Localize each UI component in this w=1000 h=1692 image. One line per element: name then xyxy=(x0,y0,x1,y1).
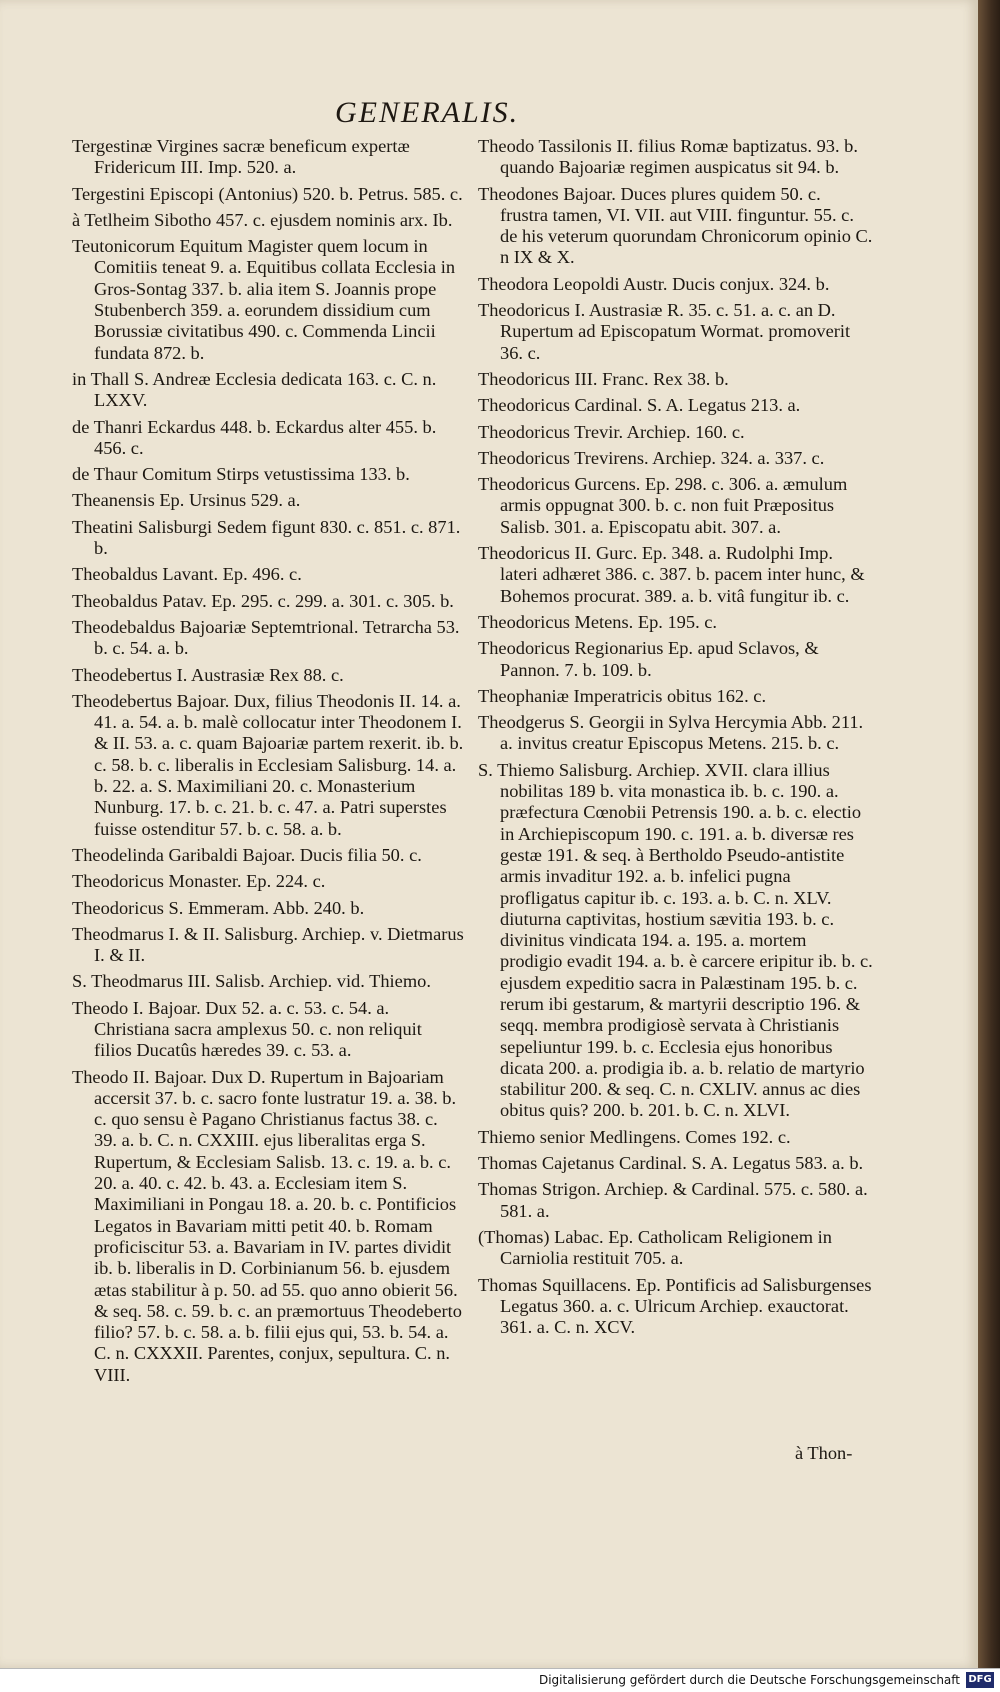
index-entry: S. Thiemo Salisburg. Archiep. XVII. clara illius nobilitas 189 b. vita monastica ib. b. c. 190. a. præfectura Cœnobii Petrensis 190. a. b. c. electio in Archiepiscopum 190. c. 191. a. b. diversæ res gestæ 191. & seq. à Bertholdo Pseudo-antistite armis invaditur 192. a. b. infelici pugna profligatus capitur ib. c. 193. a. b. C. n. XLV. diuturna captivitas, hostium sævitia 193. b. c. divinitus vindicata 194. a. 195. a. mortem prodigio evadit 194. a. b. è carcere eripitur ib. b. c. ejusdem expeditio sacra in Palæstinam 195. b. c. rerum ibi gestarum, & martyrii descriptio 196. & seqq. membra prodigiosè servata à Christianis sepeliuntur 199. b. c. Ecclesia ejus honoribus dicata 200. a. prodigia ib. a. b. relatio de martyrio stabilitur 200. & seq. C. n. CXLIV. annus ac dies obitus quis? 200. b. 201. b. C. n. XLVI. xyxy=(478,759,873,1121)
index-entry: Theanensis Ep. Ursinus 529. a. xyxy=(72,490,301,511)
index-entry: Theodora Leopoldi Austr. Ducis conjux. 324. b. xyxy=(478,273,830,294)
index-entry: Theodoricus Cardinal. S. A. Legatus 213. a. xyxy=(478,395,801,416)
index-entry: Theophaniæ Imperatricis obitus 162. c. xyxy=(478,685,767,706)
index-column-left xyxy=(72,136,464,1391)
index-entry: S. Theodmarus III. Salisb. Archiep. vid. Thiemo. xyxy=(72,971,431,992)
index-entry: Theodo Tassilonis II. filius Romæ baptizatus. 93. b. quando Bajoariæ regimen auspicatus sit 94. b. xyxy=(478,136,858,178)
index-entry: Theodoricus Trevir. Archiep. 160. c. xyxy=(478,421,745,442)
index-entry: Theatini Salisburgi Sedem figunt 830. c. 851. c. 871. b. xyxy=(72,516,461,559)
index-entry: Theodoricus Metens. Ep. 195. c. xyxy=(478,611,718,632)
index-entry: Thomas Strigon. Archiep. & Cardinal. 575. c. 580. a. 581. a. xyxy=(478,1179,868,1221)
index-entry: Theodoricus III. Franc. Rex 38. b. xyxy=(478,368,729,389)
index-entry: Theodelinda Garibaldi Bajoar. Ducis filia 50. c. xyxy=(72,844,422,865)
index-entry: Theodoricus Regionarius Ep. apud Sclavos, & Pannon. 7. b. 109. b. xyxy=(478,638,819,680)
index-entry: Thomas Squillacens. Ep. Pontificis ad Salisburgenses Legatus 360. a. c. Ulricum Archiep. exauctorat. 361. a. C. n. XCV. xyxy=(478,1274,872,1338)
index-entry: Teutonicorum Equitum Magister quem locum in Comitiis teneat 9. a. Equitibus collata Ecclesia in Gros-Sontag 337. b. alia item S. Joannis prope Stubenberch 359. a. eorundem dissidium cum Borussiæ civitatibus 490. c. Commenda Lincii fundata 872. b. xyxy=(72,236,456,363)
index-entry: Thiemo senior Medlingens. Comes 192. c. xyxy=(478,1126,791,1147)
index-column-right xyxy=(478,136,873,1343)
index-entry: Theodoricus Trevirens. Archiep. 324. a. 337. c. xyxy=(478,447,825,468)
index-entry: Theodebertus Bajoar. Dux, filius Theodonis II. 14. a. 41. a. 54. a. b. malè collocatur inter Theodonem I. & II. 53. a. c. quam Bajoariæ partem rexerit. ib. b. c. 58. b. c. liberalis in Ecclesiam Salisburg. 14. a. b. 22. a. S. Maximiliani 20. c. Monasterium Nunburg. 17. b. c. 21. b. c. 47. a. Patri superstes fuisse ostenditur 57. b. c. 58. a. b. xyxy=(72,690,464,839)
index-entry: Theodones Bajoar. Duces plures quidem 50. c. frustra tamen, VI. VII. aut VIII. finguntur. 55. c. de his veterum quorundam Chronicorum opinio C. n IX & X. xyxy=(478,183,873,268)
page-header: GENERALIS. xyxy=(335,96,520,129)
index-entry: Theobaldus Lavant. Ep. 496. c. xyxy=(72,564,302,585)
index-entry: Theodebertus I. Austrasiæ Rex 88. c. xyxy=(72,664,344,685)
index-entry: Theodo II. Bajoar. Dux D. Rupertum in Bajoariam accersit 37. b. c. sacro fonte lustratur 19. a. 38. b. c. quo sensu è Pagano Christianus factus 38. c. 39. a. b. C. n. CXXIII. ejus liberalitas erga S. Rupertum, & Ecclesiam Salisb. 13. c. 19. a. b. c. 20. a. 40. c. 42. b. 43. a. Ecclesiam item S. Maximiliani in Pongau 18. a. 20. b. c. Pontificios Legatos in Bavariam mitti petit 40. b. Romam proficiscitur 53. a. Bavariam in IV. partes dividit ib. b. liberalis in D. Corbinianum 56. b. ejusdem ætas stabilitur à p. 50. ad 55. quo anno obierit 56. & seq. 58. c. 59. b. c. an præmortuus Theodeberto filio? 57. b. c. 58. a. b. filii ejus qui, 53. b. 54. a. C. n. CXXXII. Parentes, conjux, sepultura. C. n. VIII. xyxy=(72,1066,462,1385)
index-entry: Theodo I. Bajoar. Dux 52. a. c. 53. c. 54. a. Christiana sacra amplexus 50. c. non reliquit filios Ducatûs hæredes 39. c. 53. a. xyxy=(72,997,422,1061)
dfg-logo-icon: DFG xyxy=(966,1672,994,1688)
index-entry: Theodgerus S. Georgii in Sylva Hercymia Abb. 211. a. invitus creatur Episcopus Metens. 215. b. c. xyxy=(478,712,864,754)
index-entry: Theodoricus II. Gurc. Ep. 348. a. Rudolphi Imp. lateri adhæret 386. c. 387. b. pacem inter hunc, & Bohemos procurat. 389. a. b. vitâ fungitur ib. c. xyxy=(478,543,865,606)
index-entry: Theodmarus I. & II. Salisburg. Archiep. v. Dietmarus I. & II. xyxy=(72,923,464,966)
footer-credit: Digitalisierung gefördert durch die Deutsche Forschungsgemeinschaft xyxy=(538,1673,960,1687)
index-entry: Thomas Cajetanus Cardinal. S. A. Legatus 583. a. b. xyxy=(478,1153,864,1174)
index-entry: de Thanri Eckardus 448. b. Eckardus alter 455. b. 456. c. xyxy=(72,416,437,458)
digitization-footer xyxy=(0,1668,1000,1692)
index-entry: Tergestinæ Virgines sacræ beneficum expertæ Fridericum III. Imp. 520. a. xyxy=(72,136,410,178)
index-entry: (Thomas) Labac. Ep. Catholicam Religionem in Carniolia restituit 705. a. xyxy=(478,1226,832,1269)
index-entry: Theodoricus Gurcens. Ep. 298. c. 306. a. æmulum armis oppugnat 300. b. c. non fuit Præpositus Salisb. 301. a. Episcopatu abit. 307. a. xyxy=(478,474,848,537)
index-entry: in Thall S. Andreæ Ecclesia dedicata 163. c. C. n. LXXV. xyxy=(72,368,437,411)
index-entry: Theobaldus Patav. Ep. 295. c. 299. a. 301. c. 305. b. xyxy=(72,590,454,611)
book-edge xyxy=(978,0,1000,1668)
index-entry: de Thaur Comitum Stirps vetustissima 133. b. xyxy=(72,464,410,485)
index-entry: Theodebaldus Bajoariæ Septemtrional. Tetrarcha 53. b. c. 54. a. b. xyxy=(72,616,460,659)
index-entry: Theodoricus I. Austrasiæ R. 35. c. 51. a. c. an D. Rupertum ad Episcopatum Wormat. promoverit 36. c. xyxy=(478,300,851,363)
index-entry: Theodoricus S. Emmeram. Abb. 240. b. xyxy=(72,897,365,918)
index-entry: Theodoricus Monaster. Ep. 224. c. xyxy=(72,871,326,892)
index-entry: à Tetlheim Sibotho 457. c. ejusdem nominis arx. Ib. xyxy=(72,209,453,230)
catchword: à Thon- xyxy=(795,1443,853,1463)
index-entry: Tergestini Episcopi (Antonius) 520. b. Petrus. 585. c. xyxy=(72,183,463,204)
